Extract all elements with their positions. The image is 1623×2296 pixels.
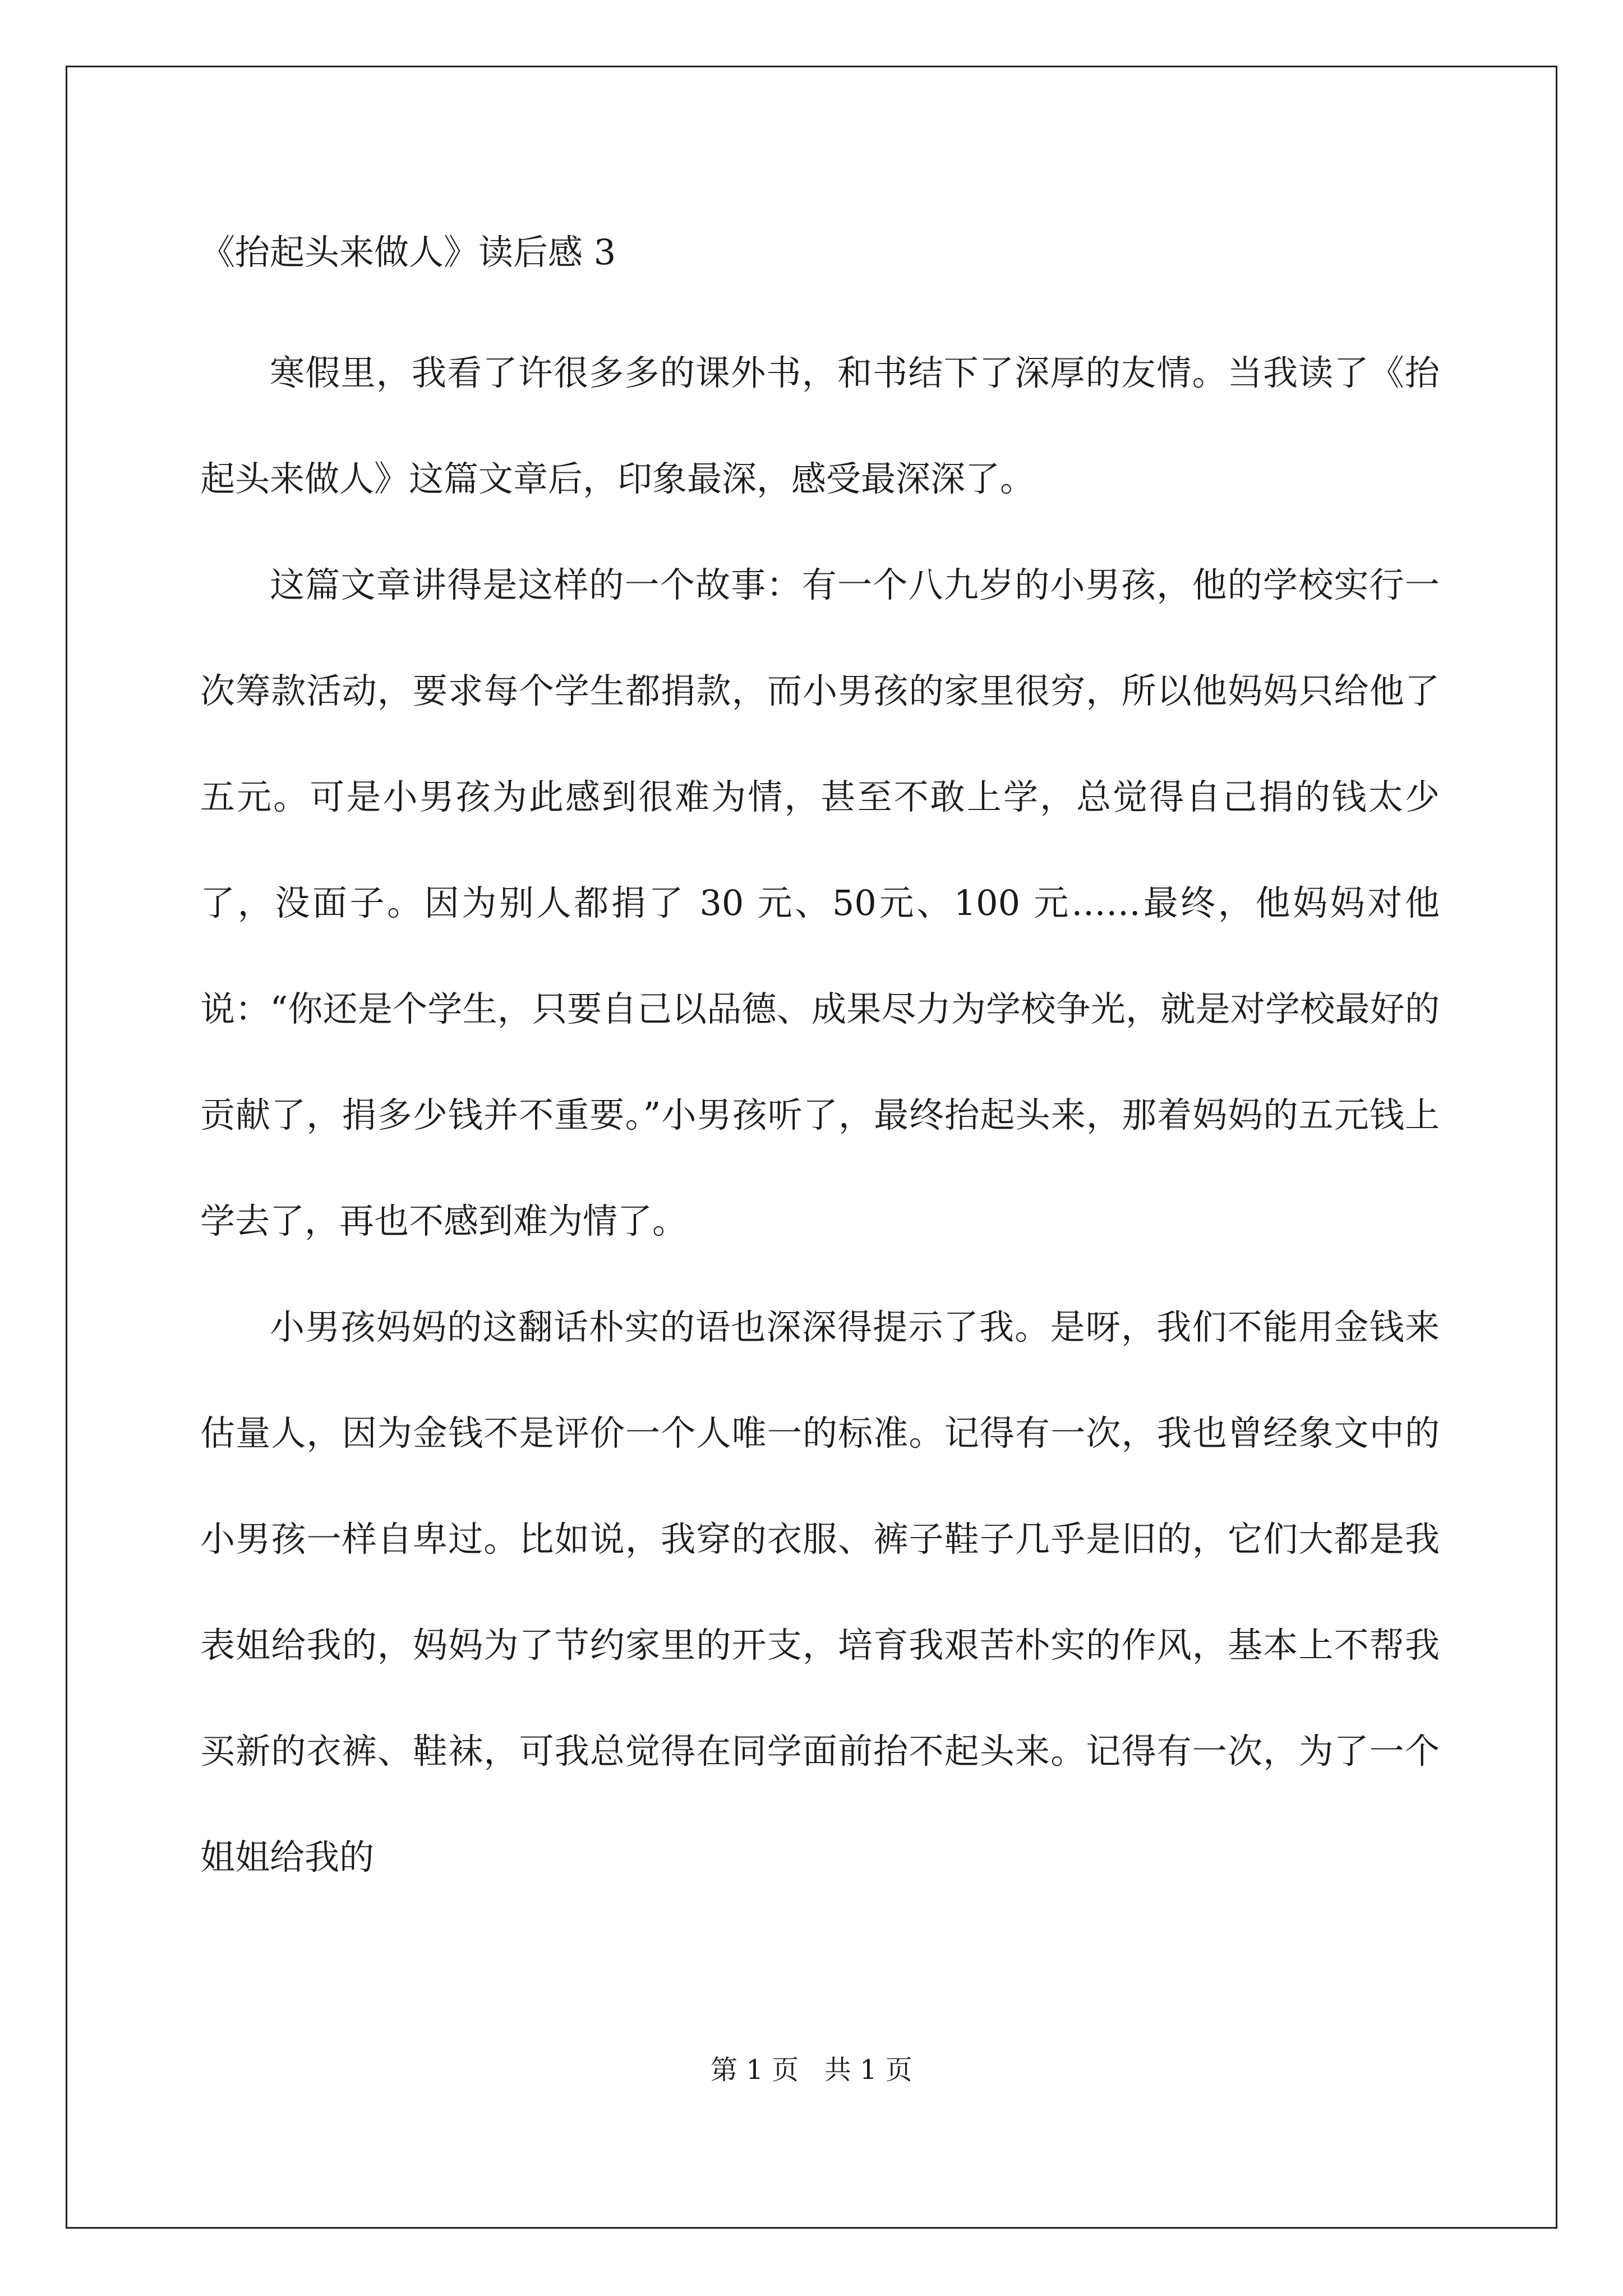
- document-title: 《抬起头来做人》读后感 3: [200, 232, 616, 273]
- paragraph-1: 寒假里，我看了许很多多的课外书，和书结下了深厚的友情。当我读了《抬起头来做人》这篇文章后，印象最深，感受最深深了。: [200, 352, 1440, 499]
- page-footer: 第 1 页 共 1 页: [711, 2054, 912, 2086]
- paragraph-3: 小男孩妈妈的这翻话朴实的语也深深得提示了我。是呀，我们不能用金钱来估量人，因为金钱不是评价一个人唯一的标准。记得有一次，我也曾经象文中的小男孩一样自卑过。比如说，我穿的衣服、裤子鞋子几乎是旧的，它们大都是我表姐给我的，妈妈为了节约家里的开支，培育我艰苦朴实的作风，基本上不帮我买新的衣裤、鞋袜，可我总觉得在同学面前抬不起头来。记得有一次，为了一个姐姐给我的: [200, 1306, 1440, 1878]
- document-body: [200, 213, 1440, 1910]
- paragraph-2: 这篇文章讲得是这样的一个故事：有一个八九岁的小男孩，他的学校实行一次筹款活动，要求每个学生都捐款，而小男孩的家里很穷，所以他妈妈只给他了五元。可是小男孩为此感到很难为情，甚至不敢上学，总觉得自己捐的钱太少了，没面子。因为别人都捐了 30 元、50元、100 元……最终，他妈妈对他说：“你还是个学生，只要自己以品德、成果尽力为学校争光，就是对学校最好的贡献了，捐多少钱并不重要。”小男孩听了，最终抬起头来，那着妈妈的五元钱上学去了，再也不感到难为情了。: [200, 564, 1440, 1241]
